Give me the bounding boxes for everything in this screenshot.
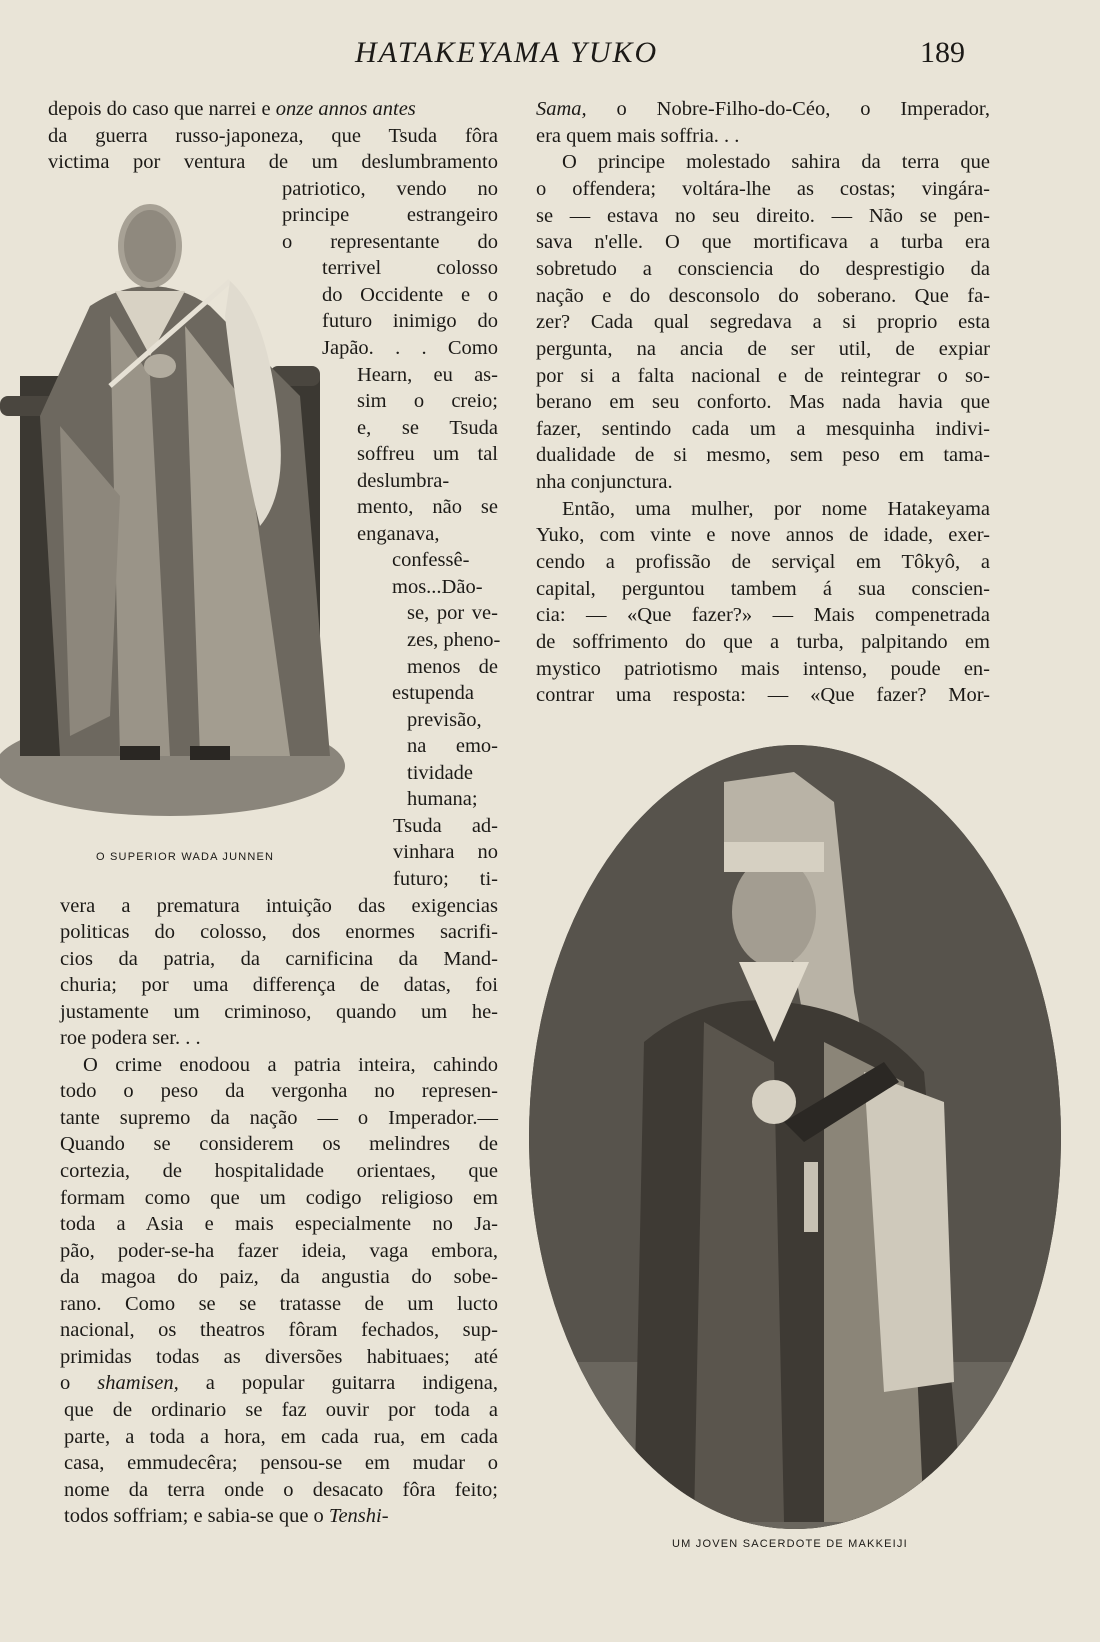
text-run: O crime enodoou a patria inteira, cahindo (83, 1053, 498, 1076)
text-line (562, 496, 990, 523)
text-run: soffreu um tal (357, 443, 498, 466)
text-line (322, 255, 498, 282)
text-run: humana; (407, 788, 478, 811)
text-run: futuro inimigo do (322, 310, 498, 333)
text-line (536, 309, 990, 336)
text-line (60, 1105, 498, 1132)
text-line (60, 1078, 498, 1105)
text-line (64, 1450, 498, 1477)
text-run: formam como que um codigo religioso em (60, 1186, 498, 1209)
text-run: berano em seu conforto. Mas nada havia que (536, 391, 990, 414)
text-line (60, 1131, 498, 1158)
text-line (536, 629, 990, 656)
text-run: a popular guitarra indigena, (178, 1372, 498, 1395)
text-line (60, 972, 498, 999)
text-run: e, se Tsuda (357, 416, 498, 439)
text-run: contrar uma resposta: — «Que fazer? Mor- (536, 684, 990, 707)
text-line (536, 602, 990, 629)
text-run: que de ordinario se faz ouvir por toda a (64, 1398, 498, 1421)
text-run: todo o peso da vergonha no represen- (60, 1080, 498, 1103)
text-run: Então, uma mulher, por nome Hatakeyama (562, 497, 990, 520)
text-run: da guerra russo-japoneza, que Tsuda fôra (48, 124, 498, 147)
text-run: pão, poder-se-ha fazer ideia, vaga embora, (60, 1239, 498, 1262)
text-run: Tenshi- (328, 1505, 389, 1528)
text-line (392, 680, 498, 707)
text-run: tante supremo da nação — o Imperador.— (60, 1106, 498, 1129)
text-run: vinhara no (393, 841, 498, 864)
text-line (64, 1503, 498, 1530)
text-run: fazer, sentindo cada um a mesquinha indivi- (536, 417, 990, 440)
text-run: onze annos antes (275, 98, 416, 120)
text-run: toda a Asia e mais especialmente no Ja- (60, 1213, 498, 1236)
text-run: nha conjunctura. (536, 471, 673, 494)
text-run: Hearn, eu as- (357, 363, 498, 386)
text-run: de soffrimento do que a turba, palpitando em (536, 631, 990, 653)
text-run: previsão, (407, 708, 482, 731)
text-line (322, 335, 498, 362)
text-line (392, 547, 498, 574)
text-run: do Occidente e o (322, 283, 498, 306)
text-line (64, 1477, 498, 1504)
page-number: 189 (920, 36, 965, 69)
text-line (536, 682, 990, 709)
text-run: da magoa do paiz, da angustia do sobe- (60, 1266, 498, 1289)
text-line (60, 1238, 498, 1265)
text-line (60, 1317, 498, 1344)
text-line (407, 760, 498, 787)
text-line (536, 469, 990, 496)
text-run: menos de (407, 655, 498, 678)
text-line (536, 336, 990, 363)
text-line (407, 707, 498, 734)
text-line (536, 256, 990, 283)
text-line (60, 1158, 498, 1185)
text-run: o representante do (282, 230, 498, 253)
text-run: Quando se considerem os melindres de (60, 1133, 498, 1156)
text-line (536, 203, 990, 230)
text-run: depois do caso que narrei e (48, 98, 276, 120)
text-line (64, 1424, 498, 1451)
text-run: casa, emmudecêra; pensou-se em mudar o (64, 1452, 498, 1475)
text-line (536, 549, 990, 576)
text-line (357, 521, 498, 548)
text-line (60, 1370, 498, 1397)
text-run: sava n'elle. O que mortificava a turba era (536, 231, 990, 254)
text-line (392, 574, 498, 601)
text-run: mystico patriotismo mais intenso, poude en- (536, 657, 990, 680)
text-run: pergunta, na ancia de ser util, de expiar (536, 337, 990, 360)
text-run: O principe molestado sahira da terra que (562, 151, 990, 174)
text-run: cia: — «Que fazer?» — Mais compenetrada (536, 604, 990, 627)
text-line (407, 733, 498, 760)
text-line (60, 1211, 498, 1238)
text-line (48, 96, 498, 123)
text-run: nação e do desconsolo do soberano. Que fa- (536, 284, 990, 307)
text-line (536, 123, 990, 150)
text-run: Sama, (536, 98, 587, 120)
text-run: na emo- (407, 735, 498, 758)
text-run: estupenda (392, 682, 474, 705)
text-line (536, 96, 990, 123)
text-run: se, por ve- (407, 602, 498, 625)
text-line (536, 522, 990, 549)
text-line (357, 468, 498, 495)
text-run: todos soffriam; e sabia-se que o (64, 1505, 329, 1528)
text-line (357, 388, 498, 415)
text-line (357, 441, 498, 468)
text-run: shamisen, (97, 1372, 179, 1395)
text-line (60, 1264, 498, 1291)
text-line (536, 389, 990, 416)
text-line (536, 363, 990, 390)
text-run: parte, a toda a hora, em cada rua, em cada (64, 1425, 498, 1448)
text-run: sim o creio; (357, 390, 498, 413)
text-line (562, 149, 990, 176)
text-line (393, 866, 498, 893)
text-run: enganava, (357, 522, 440, 545)
photo-young-priest-makkeiji (524, 742, 1066, 1532)
text-line (536, 283, 990, 310)
text-run: politicas do colosso, dos enormes sacrifi- (60, 921, 498, 944)
text-line (60, 1025, 498, 1052)
text-run: sobretudo a consciencia do desprestigio da (536, 257, 990, 280)
text-run: cios da patria, da carnificina da Mand- (60, 947, 498, 970)
text-run: era quem mais soffria. . . (536, 124, 740, 147)
text-line (60, 946, 498, 973)
text-run: o Nobre-Filho-do-Céo, o Imperador, (586, 98, 990, 120)
text-line (282, 202, 498, 229)
text-line (536, 656, 990, 683)
text-line (60, 1185, 498, 1212)
text-run: deslumbra- (357, 469, 450, 492)
text-run: Japão. . . Como (322, 336, 498, 359)
text-line (407, 600, 498, 627)
text-run: patriotico, vendo no (282, 177, 498, 200)
text-line (60, 893, 498, 920)
text-line (536, 229, 990, 256)
text-line (60, 999, 498, 1026)
text-line (357, 362, 498, 389)
text-line (60, 919, 498, 946)
running-title: HATAKEYAMA YUKO (355, 36, 659, 69)
text-line (393, 813, 498, 840)
text-run: Yuko, com vinte e nove annos de idade, exer- (536, 524, 990, 547)
text-run: nacional, os theatros fôram fechados, sup- (60, 1319, 498, 1342)
text-line (536, 176, 990, 203)
text-run: justamente um criminoso, quando um he- (60, 1000, 498, 1023)
text-run: confessê- (392, 549, 470, 572)
text-run: mos...Dão- (392, 575, 483, 598)
text-line (357, 494, 498, 521)
photo-superior-wada-junnen (0, 196, 365, 836)
text-run: cendo a profissão de serviçal em Tôkyô, a (536, 551, 990, 574)
text-line (48, 149, 498, 176)
text-run: vera a prematura intuição das exigencias (60, 894, 498, 917)
text-run: o offendera; voltára-lhe as costas; vingára- (536, 177, 990, 200)
text-line (322, 308, 498, 335)
caption-right-photo: UM JOVEN SACERDOTE DE MAKKEIJI (672, 1538, 908, 1550)
text-run: capital, perguntou tambem á sua conscien- (536, 577, 990, 600)
text-line (357, 415, 498, 442)
caption-left-photo: O SUPERIOR WADA JUNNEN (96, 851, 275, 863)
text-line (282, 229, 498, 256)
text-run: primidas todas as diversões habituaes; até (60, 1345, 498, 1368)
text-run: terrivel colosso (322, 257, 498, 280)
text-run: victima por ventura de um deslumbramento (48, 151, 498, 174)
text-run: churia; por uma differença de datas, foi (60, 974, 498, 997)
text-line (48, 123, 498, 150)
text-run: dualidade de si mesmo, sem peso em tama- (536, 444, 990, 467)
text-line (322, 282, 498, 309)
text-run: zer? Cada qual segredava a si proprio esta (536, 311, 990, 334)
text-line (60, 1344, 498, 1371)
text-run: o (60, 1372, 98, 1395)
text-line (407, 786, 498, 813)
text-line (407, 627, 501, 654)
text-line (393, 839, 498, 866)
text-line (64, 1397, 498, 1424)
text-run: futuro; ti- (393, 867, 498, 890)
text-run: zes, pheno- (407, 629, 501, 651)
text-run: mento, não se (357, 496, 498, 519)
text-run: Tsuda ad- (393, 814, 498, 837)
text-run: por si a falta nacional e de reintegrar o so- (536, 364, 990, 387)
text-line (407, 654, 498, 681)
text-run: nome da terra onde o desacato fôra feito; (64, 1478, 498, 1501)
text-line (536, 442, 990, 469)
text-line (536, 416, 990, 443)
text-run: tividade (407, 761, 474, 784)
text-line (83, 1052, 498, 1079)
text-line (282, 176, 498, 203)
text-run: principe estrangeiro (282, 204, 498, 227)
text-run: rano. Como se se tratasse de um lucto (60, 1292, 498, 1315)
text-line (60, 1291, 498, 1318)
text-run: se — estava no seu direito. — Não se pen- (536, 204, 990, 227)
text-line (536, 576, 990, 603)
text-run: roe podera ser. . . (60, 1027, 201, 1050)
text-run: cortezia, de hospitalidade orientaes, que (60, 1160, 498, 1182)
